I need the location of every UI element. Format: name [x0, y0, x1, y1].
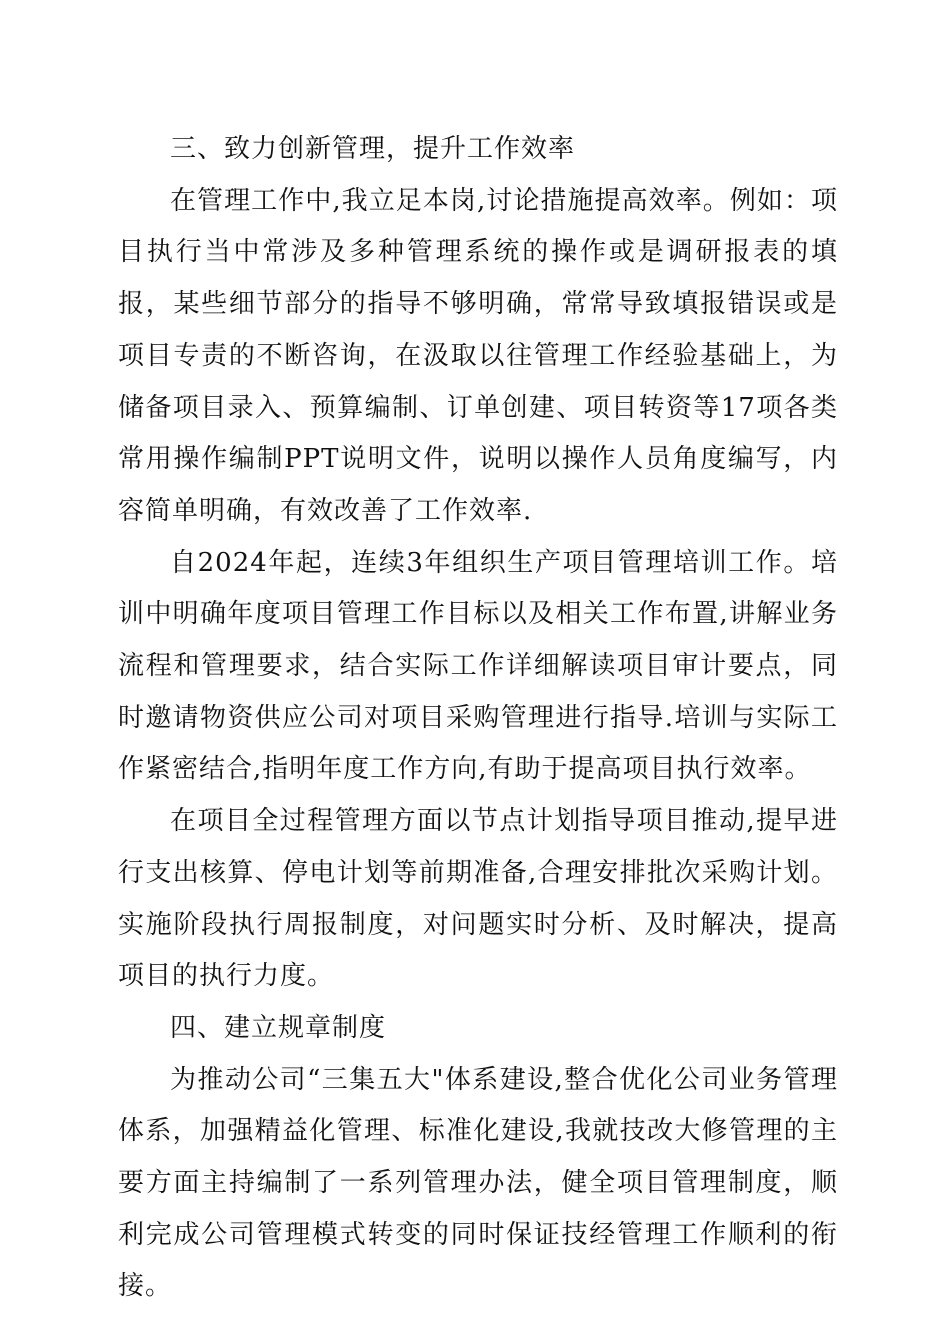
paragraph-efficiency-docs: 在管理工作中,我立足本岗,讨论措施提高效率。例如：项目执行当中常涉及多种管理系统的操作或是调研报表的填报，某些细节部分的指导不够明确，常常导致填报错误或是项目专责的不断咨询，在汲取以往管理工作经验基础上，为储备项目录入、预算编制、订单创建、项目转资等17项各类常用操作编制PPT说明文件，说明以操作人员角度编写，内容简单明确，有效改善了工作效率. — [118, 185, 838, 526]
paragraph-regulations: 为推动公司“三集五大"体系建设,整合优化公司业务管理体系，加强精益化管理、标准化建设,我就技改大修管理的主要方面主持编制了一系列管理办法，健全项目管理制度，顺利完成公司管理模式转变的同时保证技经管理工作顺利的衔接。 — [118, 1064, 838, 1302]
document-body — [118, 124, 838, 1313]
section-heading-3: 三、致力创新管理，提升工作效率 — [170, 134, 576, 164]
paragraph-process-management: 在项目全过程管理方面以节点计划指导项目推动,提早进行支出核算、停电计划等前期准备,合理安排批次采购计划。实施阶段执行周报制度，对问题实时分析、及时解决，提高项目的执行力度。 — [118, 806, 838, 992]
paragraph-training: 自2024年起，连续3年组织生产项目管理培训工作。培训中明确年度项目管理工作目标以及相关工作布置,讲解业务流程和管理要求，结合实际工作详细解读项目审计要点，同时邀请物资供应公司对项目采购管理进行指导.培训与实际工作紧密结合,指明年度工作方向,有助于提高项目执行效率。 — [118, 547, 838, 785]
section-heading-4: 四、建立规章制度 — [170, 1012, 387, 1043]
